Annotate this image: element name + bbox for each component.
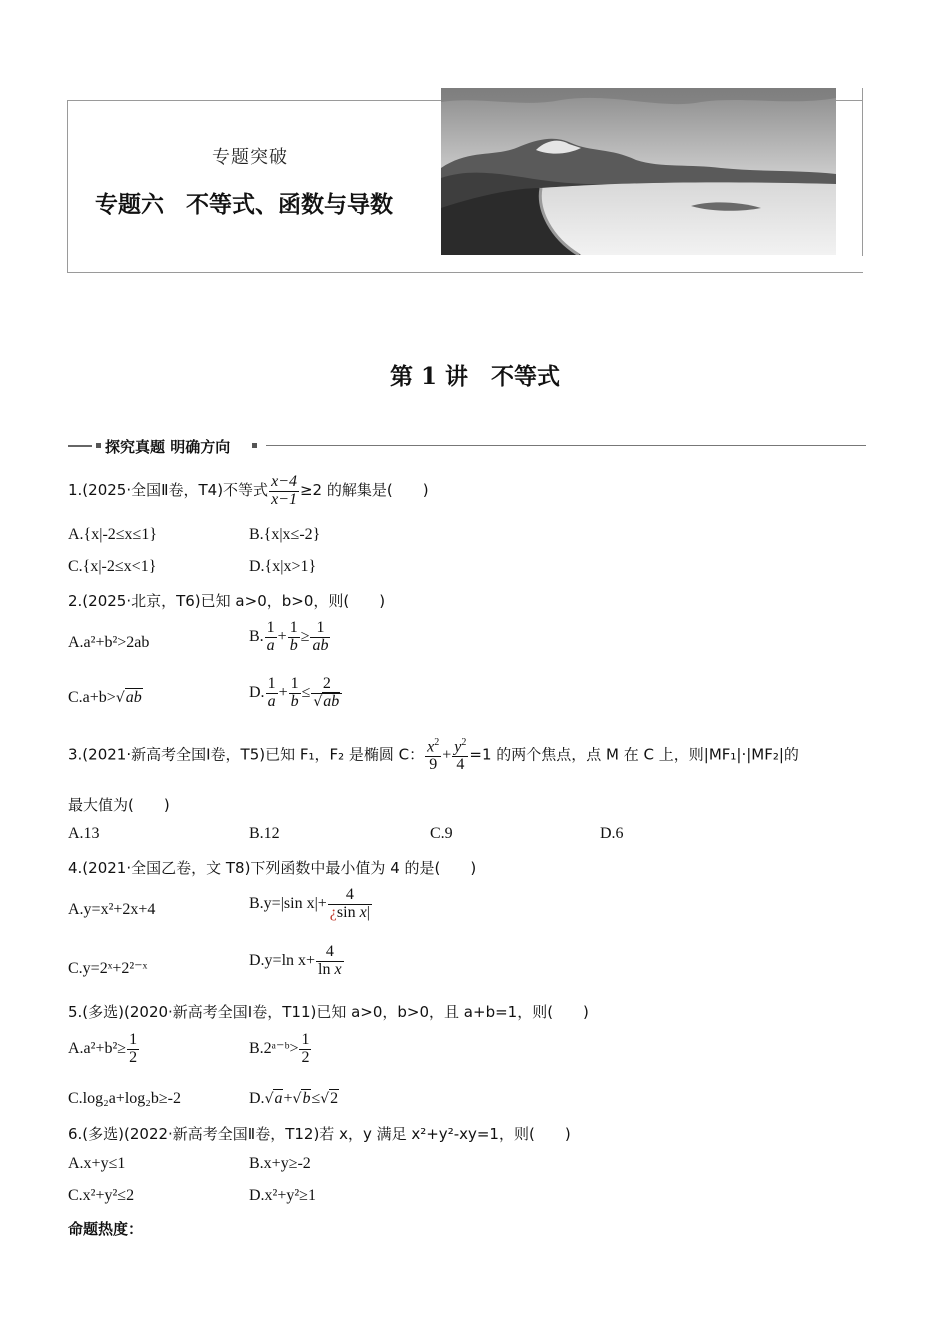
q3-stem-part3: 最大值为( ) bbox=[68, 796, 170, 814]
q5-option-a: A.a²+b²≥ $\frac{1}{2}$ bbox=[68, 1031, 138, 1066]
q4-option-b: B.y=|sin x|+ $\frac{4}{\text{¿sin x|}}$ bbox=[249, 886, 370, 921]
lecture-title: 第 1 讲 不等式 bbox=[389, 363, 561, 390]
question-5: 5.(多选)(2020·新高考全国Ⅰ卷，T11)已知 a>0，b>0，且 a+b=1，则( ) bbox=[68, 1003, 589, 1021]
q5-a-label: A.a²+b²≥ bbox=[68, 1039, 127, 1057]
heading-square-icon bbox=[96, 443, 101, 448]
q6-option-a: A.x+y≤1 bbox=[68, 1155, 126, 1172]
landscape-photo bbox=[441, 88, 836, 255]
question-6: 6.(多选)(2022·新高考全国Ⅱ卷，T12)若 x，y 满足 x²+y²-xy=1，则( ) bbox=[68, 1125, 571, 1143]
banner-divider bbox=[862, 88, 863, 256]
q1-option-d: D.{x|x>1} bbox=[249, 558, 317, 575]
q3-option-d: D.6 bbox=[600, 825, 624, 842]
question-3: 3.(2021·新高考全国Ⅰ卷，T5)已知 F₁，F₂ 是椭圆 C： $\frac{x^2}{9}$ + $\frac{y^2}{4}$ =1 的两个焦点，点 M 在 C 上，则|MF₁|·|MF₂|的 bbox=[68, 737, 799, 774]
topic-number: 专题六 bbox=[95, 192, 164, 218]
q3-option-c: C.9 bbox=[430, 825, 453, 842]
q2-option-d: D. $\frac{1}{a}$ + $\frac{1}{b}$ ≤ $\frac{2}{√ab}$ bbox=[249, 676, 343, 711]
topic-heat-label: 命题热度： bbox=[68, 1220, 144, 1238]
banner-topic-title bbox=[95, 186, 393, 219]
heading-rule-left bbox=[68, 445, 92, 447]
q1-suffix: ≥2 的解集是( ) bbox=[299, 480, 429, 499]
heading-rule-right bbox=[266, 445, 866, 446]
question-2: 2.(2025·北京，T6)已知 a>0，b>0，则( ) bbox=[68, 592, 386, 610]
q1-option-a: A.{x|-2≤x≤1} bbox=[68, 526, 158, 543]
q6-option-c: C.x²+y²≤2 bbox=[68, 1187, 135, 1204]
q4-option-a: A.y=x²+2x+4 bbox=[68, 901, 156, 918]
q1-option-c: C.{x|-2≤x<1} bbox=[68, 558, 157, 575]
q2-option-c: C.a+b>√ab bbox=[68, 689, 142, 706]
q2-option-a: A.a²+b²>2ab bbox=[68, 634, 150, 651]
q4-d-label: D.y=ln x+ bbox=[249, 951, 316, 969]
q5-option-c: C.log₂a+log₂b≥-2 bbox=[68, 1090, 181, 1107]
banner-kicker: 专题突破 bbox=[212, 147, 288, 168]
section-heading-text: 探究真题 明确方向 bbox=[105, 438, 231, 456]
q1-prefix: 1.(2025·全国Ⅱ卷，T4)不等式 bbox=[68, 480, 269, 499]
section-heading bbox=[68, 436, 866, 456]
q3-option-b: B.12 bbox=[249, 825, 280, 842]
question-4: 4.(2021·全国乙卷，文 T8)下列函数中最小值为 4 的是( ) bbox=[68, 859, 477, 877]
q5-d-label: D. bbox=[249, 1090, 265, 1107]
q3-stem-part2: =1 的两个焦点，点 M 在 C 上，则|MF₁|·|MF₂|的 bbox=[469, 745, 799, 764]
q1-numerator: x−4 bbox=[271, 473, 297, 490]
q5-option-d: D.√a+√b≤√2 bbox=[249, 1090, 339, 1107]
q5-b-label: B.2ᵃ⁻ᵇ> bbox=[249, 1039, 299, 1057]
q4-option-c: C.y=2ˣ+2²⁻ˣ bbox=[68, 960, 148, 977]
q6-option-b: B.x+y≥-2 bbox=[249, 1155, 311, 1172]
q4-option-d: D.y=ln x+ $\frac{4}{\text{ln x}}$ bbox=[249, 943, 342, 978]
q2-d-label: D. bbox=[249, 683, 265, 701]
q2-c-label: C.a+b> bbox=[68, 689, 116, 706]
q6-option-d: D.x²+y²≥1 bbox=[249, 1187, 316, 1204]
q2-option-b: B. $\frac{1}{a}$ + $\frac{1}{b}$ ≥ $\frac{1}{ab}$ bbox=[249, 619, 329, 654]
q2-b-label: B. bbox=[249, 627, 264, 645]
q1-fraction bbox=[269, 474, 299, 509]
heading-square-icon bbox=[252, 443, 257, 448]
topic-name: 不等式、函数与导数 bbox=[186, 192, 393, 218]
question-1 bbox=[68, 474, 429, 509]
q4-b-label: B.y=|sin x|+ bbox=[249, 894, 327, 912]
q3-option-a: A.13 bbox=[68, 825, 100, 842]
q1-denominator: x−1 bbox=[271, 490, 297, 508]
q5-option-b: B.2ᵃ⁻ᵇ> $\frac{1}{2}$ bbox=[249, 1031, 310, 1066]
q3-stem-part1: 3.(2021·新高考全国Ⅰ卷，T5)已知 F₁，F₂ 是椭圆 C： bbox=[68, 745, 425, 764]
q1-option-b: B.{x|x≤-2} bbox=[249, 526, 321, 543]
